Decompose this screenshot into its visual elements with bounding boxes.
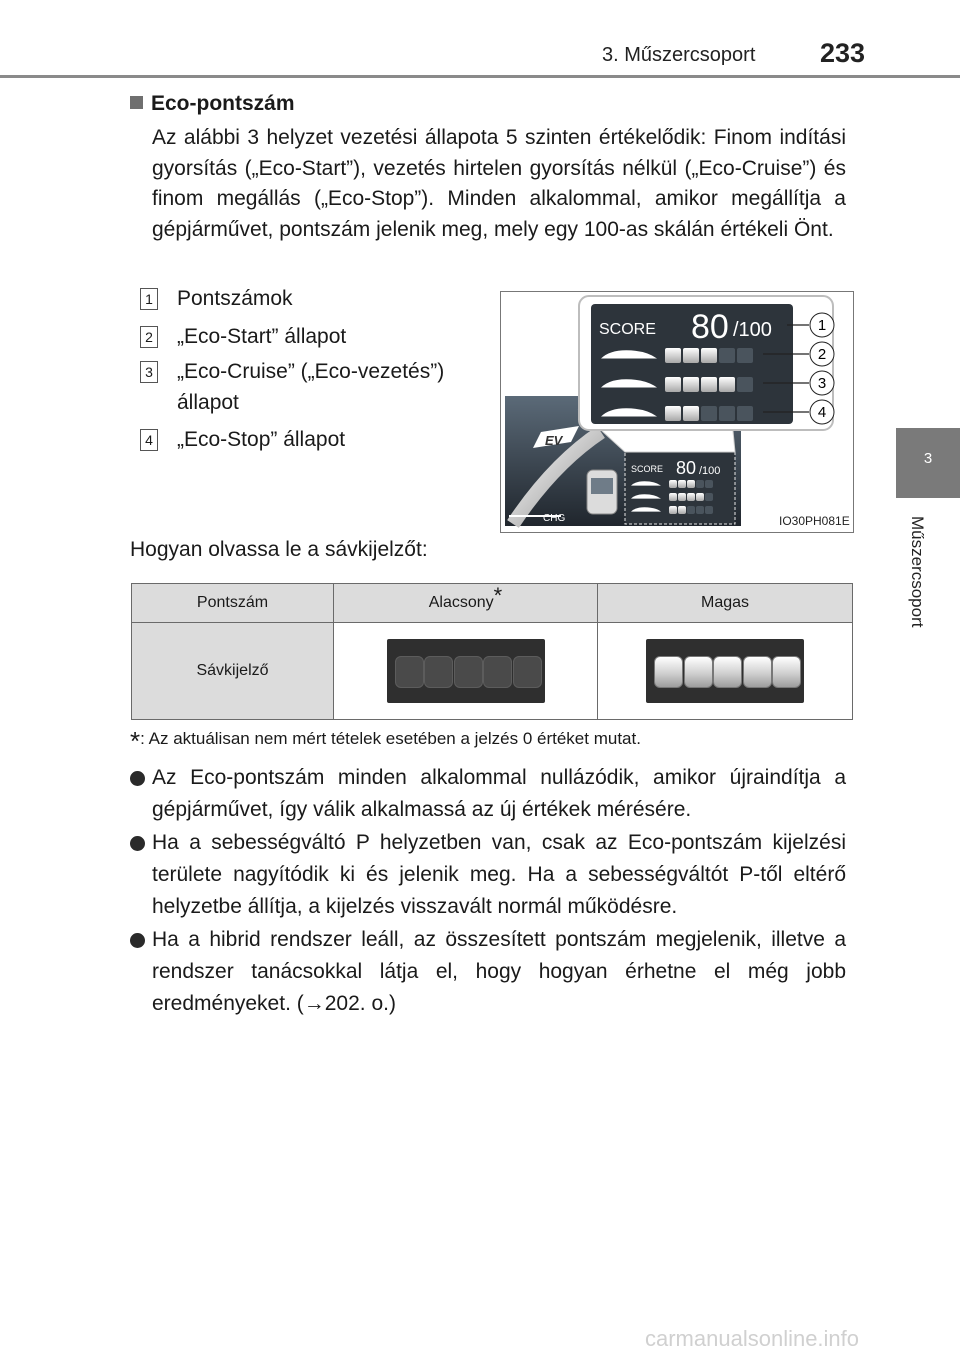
score-segment: [683, 406, 699, 421]
score-segment: [678, 506, 686, 514]
legend-number: 1: [140, 288, 158, 310]
score-segment: [669, 506, 677, 514]
bar-segment: [483, 656, 512, 688]
legend-text: „Eco-Stop” állapot: [177, 428, 346, 451]
bullet-item: [130, 924, 846, 1020]
callout-number: 2: [817, 346, 827, 363]
square-bullet-icon: [130, 96, 143, 109]
table-header-low-mark: *: [493, 583, 503, 608]
bar-segment: [654, 656, 683, 688]
table-row-label: Sávkijelző: [132, 623, 334, 720]
small-score-max: /100: [699, 465, 721, 477]
footnote-mark: *: [130, 726, 141, 756]
score-segment: [687, 506, 695, 514]
big-score-value: 80: [691, 308, 729, 346]
score-segment: [665, 377, 681, 392]
section-heading: [130, 92, 295, 116]
eco-score-illustration: [501, 292, 853, 532]
table-header-score: Pontszám: [132, 584, 334, 623]
bar-segment: [513, 656, 542, 688]
ev-badge-text: EV: [545, 433, 563, 448]
watermark: carmanualsonline.info: [645, 1326, 860, 1351]
bar-segment: [743, 656, 772, 688]
bar-segment: [395, 656, 424, 688]
chapter-tab-number: 3: [923, 450, 933, 467]
chapter-tab-label-wrap: [897, 516, 937, 666]
footnote-text: : Az aktuálisan nem mért tételek esetében a jelzés 0 értéket mutat.: [140, 729, 641, 748]
howto-text: Hogyan olvassa le a sávkijelzőt:: [130, 538, 428, 561]
table-cell-high: [598, 623, 853, 720]
table-cell-low: [334, 623, 598, 720]
page-number: 233: [820, 38, 866, 68]
small-score-rows: [631, 480, 713, 514]
score-segment: [719, 377, 735, 392]
bullet-text: Az Eco-pontszám minden alkalommal nullázódik, amikor újraindítja a gépjárművet, így válik alkalmassá az új értékek mérésére.: [152, 766, 846, 821]
table-header-low-text: Alacsony: [428, 594, 494, 611]
eco-score-figure: [500, 291, 854, 533]
chapter-tab-label: Műszercsoport: [908, 516, 927, 628]
score-segment: [705, 493, 713, 501]
score-segment: [678, 480, 686, 488]
small-score-value: 80: [676, 458, 697, 478]
bar-segment: [424, 656, 453, 688]
bullet-text: Ha a sebességváltó P helyzetben van, csak az Eco-pontszám kijelzési területe nagyítódik ki és jelenik meg. Ha a sebességváltót P-től eltérő helyzetbe állítja, a kijelzés visszavált normál működésre.: [152, 831, 846, 918]
bullet-item: [130, 762, 846, 826]
score-segment: [687, 480, 695, 488]
footnote: [130, 726, 641, 757]
big-score-label: SCORE: [599, 321, 656, 338]
bullet-dot-icon: [130, 933, 145, 948]
bar-segment: [684, 656, 713, 688]
score-segment: [696, 506, 704, 514]
callout-number: 4: [817, 404, 827, 421]
score-segment: [669, 493, 677, 501]
bar-indicator-table: [131, 583, 853, 720]
score-segment: [683, 377, 699, 392]
figure-code: IO30PH081E: [779, 514, 850, 528]
score-segment: [719, 406, 735, 421]
header-rule: [0, 75, 960, 78]
legend-number: 3: [140, 361, 158, 383]
score-segment: [719, 348, 735, 363]
bar-indicator-low: [387, 639, 545, 703]
table-header-high: Magas: [598, 584, 853, 623]
callout-number: 3: [817, 375, 827, 392]
bullet-dot-icon: [130, 771, 145, 786]
bullet-dot-icon: [130, 836, 145, 851]
section-paragraph: Az alábbi 3 helyzet vezetési állapota 5 szinten értékelődik: Finom indítási gyorsítás („Eco-Start”), vezetés hirtelen gyorsítás nélkül („Eco-Cruise”) és finom megállás („Eco-Stop”). Minden alkalommal, amikor megállítja a gépjárművet, pontszám jelenik meg, mely egy 100-as skálán értékeli Önt.: [152, 126, 846, 241]
header-section-title: 3. Műszercsoport: [602, 44, 756, 66]
score-segment: [737, 377, 753, 392]
chapter-tab[interactable]: [896, 428, 960, 498]
bar-segment: [713, 656, 742, 688]
score-segment: [701, 406, 717, 421]
score-segment: [696, 480, 704, 488]
bar-segment: [454, 656, 483, 688]
score-segment: [669, 480, 677, 488]
score-segment: [687, 493, 695, 501]
score-segment: [701, 377, 717, 392]
small-score-label: SCORE: [631, 464, 664, 474]
legend-text: „Eco-Cruise” („Eco-vezetés”): [177, 360, 445, 383]
chg-label: CHG: [543, 513, 566, 524]
score-segment: [705, 506, 713, 514]
legend-text: Pontszámok: [177, 287, 293, 310]
score-segment: [696, 493, 704, 501]
score-segment: [683, 348, 699, 363]
score-segment: [701, 348, 717, 363]
legend-text: állapot: [177, 391, 239, 414]
bullet-item: [130, 827, 846, 923]
big-score-max: /100: [733, 319, 772, 341]
legend-text: „Eco-Start” állapot: [177, 325, 347, 348]
legend-number: 4: [140, 429, 158, 451]
bar-indicator-high: [646, 639, 804, 703]
vehicle-window: [591, 478, 613, 494]
score-segment: [665, 348, 681, 363]
score-segment: [665, 406, 681, 421]
bar-segment: [772, 656, 801, 688]
score-segment: [737, 348, 753, 363]
section-title: Eco-pontszám: [151, 92, 295, 115]
bullet-text: Ha a hibrid rendszer leáll, az összesített pontszám megjelenik, illetve a rendszer tanácsokkal látja el, hogy hogyan érhetne el még jobb eredményeket. (→202. o.): [152, 928, 846, 1015]
callout-number: 1: [817, 317, 827, 334]
score-segment: [705, 480, 713, 488]
score-segment: [737, 406, 753, 421]
legend-number: 2: [140, 326, 158, 348]
score-segment: [678, 493, 686, 501]
table-header-low: [334, 584, 598, 623]
